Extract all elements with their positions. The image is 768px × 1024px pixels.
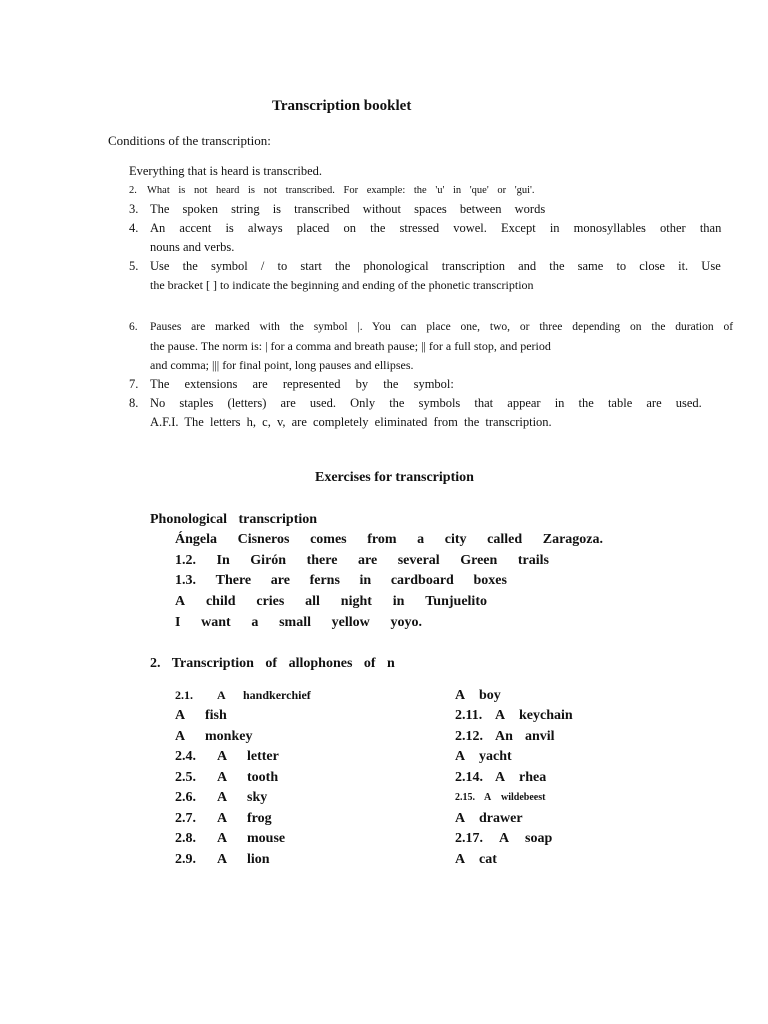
word: anvil bbox=[525, 729, 555, 744]
word: in bbox=[359, 573, 372, 588]
word: a bbox=[251, 615, 259, 630]
allophone-left-9 bbox=[175, 852, 270, 868]
condition-8 bbox=[129, 394, 702, 432]
phonological-heading: Phonological transcription bbox=[150, 512, 318, 527]
condition-4 bbox=[129, 219, 721, 257]
word: cardboard bbox=[390, 573, 454, 588]
allophones-heading: 2. Transcription of allophones of n bbox=[150, 656, 395, 671]
word: In bbox=[216, 553, 230, 568]
word: soap bbox=[525, 831, 553, 846]
word: small bbox=[279, 615, 311, 630]
allophone-right-6 bbox=[455, 792, 545, 803]
condition-2-line-1: What is not heard is not transcribed. For example: the 'u' in 'que' or 'gui'. bbox=[147, 185, 535, 196]
page-title: Transcription booklet bbox=[272, 98, 412, 114]
article: A bbox=[217, 811, 228, 826]
item-number: 2.17. bbox=[455, 831, 483, 846]
word: monkey bbox=[205, 729, 253, 744]
word: cat bbox=[479, 852, 497, 867]
item-number: 2.9. bbox=[175, 852, 196, 867]
item-number: 2.14. bbox=[455, 770, 483, 785]
word: handkerchief bbox=[243, 688, 311, 702]
item-number: 2.7. bbox=[175, 811, 196, 826]
condition-number: 8. bbox=[129, 396, 139, 410]
word: Cisneros bbox=[237, 532, 290, 547]
condition-number: 3. bbox=[129, 202, 139, 216]
word: drawer bbox=[479, 811, 523, 826]
condition-number: 7. bbox=[129, 377, 139, 391]
condition-4-line-1: An accent is always placed on the stressed vowel. Except in monosyllables other than bbox=[150, 221, 722, 235]
word: tooth bbox=[247, 770, 279, 785]
word: from bbox=[367, 532, 397, 547]
word: there bbox=[306, 553, 338, 568]
word: fish bbox=[205, 708, 227, 723]
condition-5 bbox=[129, 257, 721, 295]
condition-4-line-2: nouns and verbs. bbox=[150, 240, 235, 254]
condition-number: 4. bbox=[129, 221, 139, 235]
condition-1 bbox=[129, 162, 369, 181]
word: several bbox=[397, 553, 440, 568]
allophone-left-3 bbox=[175, 729, 252, 745]
condition-5-line-1: Use the symbol / to start the phonological transcription and the same to close it. Use bbox=[150, 259, 721, 273]
condition-7 bbox=[129, 375, 454, 394]
word: Green bbox=[460, 553, 498, 568]
word: Tunjuelito bbox=[425, 594, 487, 609]
word: lion bbox=[247, 852, 270, 867]
allophone-left-2 bbox=[175, 708, 227, 724]
condition-number: 2. bbox=[129, 185, 137, 196]
word: all bbox=[305, 594, 320, 609]
allophone-right-5 bbox=[455, 770, 546, 786]
allophone-right-7 bbox=[455, 811, 523, 827]
article: A bbox=[217, 688, 226, 702]
word: There bbox=[215, 573, 252, 588]
word: frog bbox=[247, 811, 272, 826]
allophone-left-6 bbox=[175, 790, 267, 806]
article: A bbox=[455, 811, 466, 826]
article: A bbox=[455, 852, 466, 867]
article: A bbox=[217, 749, 228, 764]
word: wildebeest bbox=[501, 792, 546, 803]
condition-number: 5. bbox=[129, 259, 139, 273]
word: rhea bbox=[519, 770, 547, 785]
word: are bbox=[357, 553, 378, 568]
allophone-right-8 bbox=[455, 831, 552, 847]
item-number: 2.6. bbox=[175, 790, 196, 805]
article: A bbox=[499, 831, 510, 846]
word: trails bbox=[517, 553, 549, 568]
condition-5-line-2: the bracket [ ] to indicate the beginning and ending of the phonetic transcription bbox=[150, 278, 534, 292]
article: A bbox=[175, 708, 186, 723]
phonological-item-4 bbox=[175, 594, 487, 610]
condition-6-line-2: the pause. The norm is: | for a comma and breath pause; || for a full stop, and period bbox=[150, 339, 551, 353]
item-number: 2.8. bbox=[175, 831, 196, 846]
allophone-left-7 bbox=[175, 811, 272, 827]
allophone-right-4 bbox=[455, 749, 512, 765]
word: keychain bbox=[519, 708, 573, 723]
condition-6 bbox=[129, 318, 733, 375]
article: A bbox=[217, 852, 228, 867]
allophone-left-8 bbox=[175, 831, 285, 847]
word: I bbox=[175, 615, 181, 630]
phonological-item-1 bbox=[175, 532, 603, 548]
phonological-item-5 bbox=[175, 615, 422, 631]
exercises-title: Exercises for transcription bbox=[315, 470, 474, 485]
allophone-right-2 bbox=[455, 708, 573, 724]
condition-7-line-1: The extensions are represented by the symbol: bbox=[150, 377, 454, 391]
article: A bbox=[217, 831, 228, 846]
allophone-right-1 bbox=[455, 688, 501, 704]
phonological-item-3 bbox=[175, 573, 507, 589]
condition-3-line-1: The spoken string is transcribed without spaces between words bbox=[150, 202, 546, 216]
item-number: 2.15. bbox=[455, 792, 475, 803]
allophone-left-5 bbox=[175, 770, 278, 786]
word: boxes bbox=[473, 573, 507, 588]
condition-3 bbox=[129, 200, 545, 219]
condition-1-line-1: Everything that is heard is transcribed. bbox=[129, 164, 322, 178]
article: A bbox=[175, 729, 186, 744]
word: Ángela bbox=[175, 532, 217, 547]
condition-8-line-2: A.F.I. The letters h, c, v, are completely eliminated from the transcription. bbox=[150, 415, 552, 429]
item-number: 2.4. bbox=[175, 749, 196, 764]
phonological-item-2 bbox=[175, 553, 549, 569]
word: Girón bbox=[250, 553, 287, 568]
article: A bbox=[217, 790, 228, 805]
condition-6-line-3: and comma; ||| for final point, long pauses and ellipses. bbox=[150, 358, 414, 372]
word: child bbox=[205, 594, 236, 609]
word: sky bbox=[247, 790, 268, 805]
word: called bbox=[487, 532, 523, 547]
word: in bbox=[392, 594, 405, 609]
word: a bbox=[417, 532, 425, 547]
word: Zaragoza. bbox=[542, 532, 603, 547]
article: A bbox=[217, 770, 228, 785]
allophone-left-4 bbox=[175, 749, 279, 765]
allophone-right-9 bbox=[455, 852, 497, 868]
word: yoyo. bbox=[390, 615, 422, 630]
word: mouse bbox=[247, 831, 286, 846]
word: night bbox=[340, 594, 372, 609]
item-number: 2.12. bbox=[455, 729, 483, 744]
word: comes bbox=[310, 532, 347, 547]
article: A bbox=[495, 708, 506, 723]
word: cries bbox=[256, 594, 285, 609]
condition-number: 6. bbox=[129, 321, 138, 333]
allophone-right-3 bbox=[455, 729, 555, 745]
condition-2 bbox=[129, 181, 563, 200]
article: A bbox=[484, 792, 492, 803]
item-number: 2.1. bbox=[175, 688, 193, 702]
word: city bbox=[444, 532, 467, 547]
article: An bbox=[495, 729, 513, 744]
word: are bbox=[270, 573, 290, 588]
item-number: 1.3. bbox=[175, 573, 196, 588]
word: yellow bbox=[331, 615, 370, 630]
item-number: 2.5. bbox=[175, 770, 196, 785]
item-number: 1.2. bbox=[175, 553, 196, 568]
item-number: 2.11. bbox=[455, 708, 483, 723]
article: A bbox=[455, 688, 466, 703]
word: boy bbox=[479, 688, 501, 703]
allophone-left-1 bbox=[175, 688, 311, 703]
condition-8-line-1: No staples (letters) are used. Only the symbols that appear in the table are used. bbox=[150, 396, 702, 410]
article: A bbox=[455, 749, 466, 764]
condition-6-line-1: Pauses are marked with the symbol |. You can place one, two, or three depending on the duration of bbox=[150, 321, 734, 333]
word: A bbox=[175, 594, 186, 609]
article: A bbox=[495, 770, 506, 785]
word: want bbox=[201, 615, 231, 630]
word: yacht bbox=[479, 749, 512, 764]
conditions-label: Conditions of the transcription: bbox=[108, 133, 271, 148]
word: letter bbox=[247, 749, 279, 764]
word: ferns bbox=[309, 573, 340, 588]
